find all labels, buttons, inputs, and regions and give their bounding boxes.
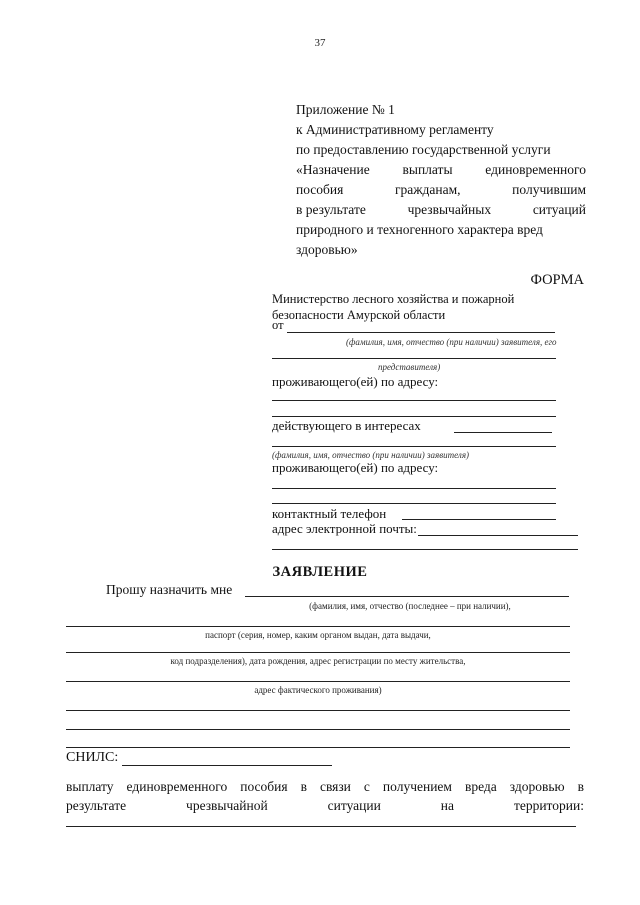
- word: с: [363, 779, 370, 794]
- living-address-label-1: проживающего(ей) по адресу:: [272, 374, 439, 389]
- email-field[interactable]: [418, 535, 578, 536]
- word: выплату: [66, 779, 114, 794]
- word: чрезвычайной: [186, 798, 268, 813]
- living-address-label-2: проживающего(ей) по адресу:: [272, 460, 439, 475]
- attachment-line-7: природного и техногенного характера вред: [296, 222, 543, 237]
- extra-field-3[interactable]: [66, 747, 570, 748]
- word: «Назначение: [296, 162, 370, 177]
- address-field-1b[interactable]: [272, 416, 556, 417]
- attachment-line-2: к Административному регламенту: [296, 122, 494, 137]
- actual-address-field[interactable]: [66, 681, 570, 682]
- ministry-line-1: Министерство лесного хозяйства и пожарной: [272, 292, 515, 306]
- word: выплаты: [402, 162, 453, 177]
- form-label: ФОРМА: [530, 272, 584, 288]
- extra-field-2[interactable]: [66, 729, 570, 730]
- acting-label: действующего в интересах: [272, 418, 421, 433]
- snils-field[interactable]: [122, 765, 332, 766]
- word: здоровью: [509, 779, 565, 794]
- phone-field[interactable]: [402, 519, 556, 520]
- word: пособия: [296, 182, 344, 197]
- word: на: [440, 798, 454, 813]
- paragraph-line-1: [66, 777, 584, 796]
- extra-field-1[interactable]: [66, 710, 570, 711]
- word: единовременного: [126, 779, 228, 794]
- hint-applicant: (фамилия, имя, отчество (при наличии) заявителя): [272, 450, 470, 460]
- hint-fio: (фамилия, имя, отчество (последнее – при наличии),: [309, 601, 511, 611]
- attachment-line-3: по предоставлению государственной услуги: [296, 142, 551, 157]
- hint-representative: представителя): [378, 362, 441, 372]
- statement-title: ЗАЯВЛЕНИЕ: [272, 564, 368, 580]
- word: ситуаций: [532, 202, 586, 217]
- word: в результате: [296, 202, 366, 217]
- attachment-header: [296, 100, 586, 260]
- hint-passport: паспорт (серия, номер, каким органом выдан, дата выдачи,: [205, 630, 431, 640]
- snils-label: СНИЛС:: [66, 750, 119, 765]
- word: получившим: [512, 182, 586, 197]
- acting-field-2[interactable]: [272, 446, 556, 447]
- email-field-2[interactable]: [272, 549, 578, 550]
- word: территории:: [513, 798, 584, 813]
- ministry-line-2: безопасности Амурской области: [272, 308, 446, 322]
- from-label: от: [272, 318, 284, 332]
- word: в: [300, 779, 307, 794]
- request-text: Прошу назначить мне: [106, 582, 233, 597]
- word: гражданам,: [394, 182, 461, 197]
- applicant-name-field[interactable]: [287, 332, 555, 333]
- hint-applicant-name: (фамилия, имя, отчество (при наличии) заявителя, его: [346, 337, 557, 347]
- word: в: [577, 779, 584, 794]
- word: единовременного: [485, 162, 586, 177]
- word: чрезвычайных: [407, 202, 492, 217]
- address-field-1a[interactable]: [272, 400, 556, 401]
- attachment-line-5: [296, 180, 586, 200]
- email-label: адрес электронной почты:: [272, 521, 417, 536]
- page-number: 37: [314, 37, 326, 49]
- word: пособия: [240, 779, 288, 794]
- word: результате: [66, 798, 127, 813]
- attachment-line-1: Приложение № 1: [296, 102, 395, 117]
- address-field-2a[interactable]: [272, 488, 556, 489]
- statement-paragraph: [66, 777, 584, 815]
- attachment-line-8: здоровью»: [296, 242, 358, 257]
- word: связи: [319, 779, 351, 794]
- hint-registration: код подразделения), дата рождения, адрес регистрации по месту жительства,: [170, 656, 466, 666]
- phone-label: контактный телефон: [272, 506, 387, 521]
- passport-field[interactable]: [66, 626, 570, 627]
- word: вреда: [464, 779, 497, 794]
- territory-field[interactable]: [66, 826, 576, 827]
- attachment-line-6: [296, 200, 586, 220]
- address-field-2b[interactable]: [272, 503, 556, 504]
- attachment-line-4: [296, 160, 586, 180]
- word: получением: [382, 779, 452, 794]
- applicant-name-field-2[interactable]: [272, 358, 556, 359]
- fio-field[interactable]: [245, 596, 569, 597]
- acting-field[interactable]: [454, 432, 552, 433]
- recipient-ministry: [272, 291, 556, 323]
- word: ситуации: [327, 798, 381, 813]
- hint-actual-address: адрес фактического проживания): [254, 685, 382, 695]
- registration-field[interactable]: [66, 652, 570, 653]
- paragraph-line-2: [66, 796, 584, 815]
